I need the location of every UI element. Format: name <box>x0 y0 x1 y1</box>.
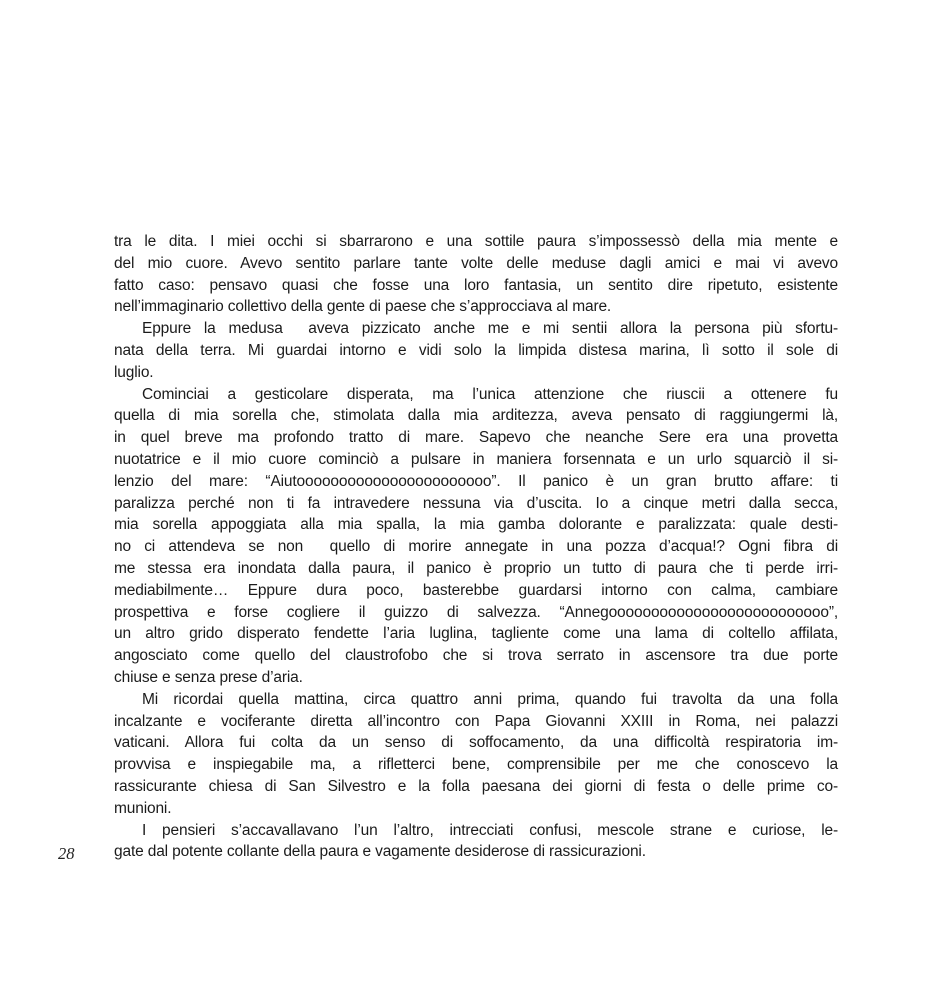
text-line: nell’immaginario collettivo della gente di paese che s’approcciava al mare. <box>114 298 612 316</box>
text-line: in quel breve ma profondo tratto di mare. Sapevo che neanche Sere era una provetta <box>114 429 838 447</box>
text-line: nuotatrice e il mio cuore cominciò a pulsare in maniera forsennata e un urlo squarciò il si- <box>114 450 838 468</box>
text-line: nata della terra. Mi guardai intorno e vidi solo la limpida distesa marina, lì sotto il sole di <box>114 341 838 359</box>
text-line: luglio. <box>114 363 154 381</box>
text-line: mia sorella appoggiata alla mia spalla, la mia gamba dolorante e paralizzata: quale desti- <box>114 516 838 534</box>
text-line: prospettiva e forse cogliere il guizzo di salvezza. “Annegoooooooooooooooooooooooooo”, <box>114 603 838 621</box>
text-line: angosciato come quello del claustrofobo che si trova serrato in ascensore tra due porte <box>114 647 838 665</box>
text-line: mediabilmente… Eppure dura poco, basterebbe guardarsi intorno con calma, cambiare <box>114 581 838 599</box>
text-line: lenzio del mare: “Aiutooooooooooooooooooooooo”. Il panico è un gran brutto affare: ti <box>114 472 838 490</box>
text-line: Mi ricordai quella mattina, circa quattro anni prima, quando fui travolta da una folla <box>142 690 838 708</box>
text-line: no ci attendeva se non quello di morire annegate in una pozza d’acqua!? Ogni fibra di <box>114 538 838 556</box>
text-block <box>114 231 838 863</box>
text-line: quella di mia sorella che, stimolata dalla mia arditezza, aveva pensato di raggiungermi là, <box>114 407 838 425</box>
paragraph <box>114 384 838 689</box>
text-line: munioni. <box>114 799 172 817</box>
text-line: rassicurante chiesa di San Silvestro e la folla paesana dei giorni di festa o delle prime co- <box>114 777 838 795</box>
text-line: tra le dita. I miei occhi si sbarrarono e una sottile paura s’impossessò della mia mente e <box>114 233 838 250</box>
text-line: Eppure la medusa aveva pizzicato anche me e mi sentii allora la persona più sfortu- <box>142 320 838 338</box>
text-line: del mio cuore. Avevo sentito parlare tante volte delle meduse dagli amici e mai vi avevo <box>114 254 838 272</box>
text-line: un altro grido disperato fendette l’aria luglina, tagliente come una lama di coltello affilata, <box>114 625 838 643</box>
text-line: chiuse e senza prese d’aria. <box>114 668 303 686</box>
paragraph <box>114 820 838 864</box>
text-line: me stessa era inondata dalla paura, il panico è proprio un tutto di paura che ti perde irri- <box>114 559 838 577</box>
text-line: I pensieri s’accavallavano l’un l’altro, intrecciati confusi, mescole strane e curiose, le- <box>142 821 838 839</box>
page-number: 28 <box>58 844 75 863</box>
paragraph <box>114 689 838 820</box>
text-line: provvisa e inspiegabile ma, a rifletterci bene, comprensibile per me che conoscevo la <box>114 756 838 774</box>
paragraph <box>114 231 838 318</box>
text-line: gate dal potente collante della paura e vagamente desiderose di rassicurazioni. <box>114 843 646 861</box>
text-line: Cominciai a gesticolare disperata, ma l’unica attenzione che riuscii a ottenere fu <box>142 385 838 403</box>
text-line: incalzante e vociferante diretta all’incontro con Papa Giovanni XXIII in Roma, nei palazzi <box>114 712 838 730</box>
text-line: paralizza perché non ti fa intravedere nessuna via d’uscita. Io a cinque metri dalla secca, <box>114 494 838 512</box>
text-line: fatto caso: pensavo quasi che fosse una loro fantasia, un sentito dire ripetuto, esistente <box>114 276 838 294</box>
text-line: vaticani. Allora fui colta da un senso di soffocamento, da una difficoltà respiratoria im- <box>114 734 838 752</box>
paragraph <box>114 318 838 383</box>
